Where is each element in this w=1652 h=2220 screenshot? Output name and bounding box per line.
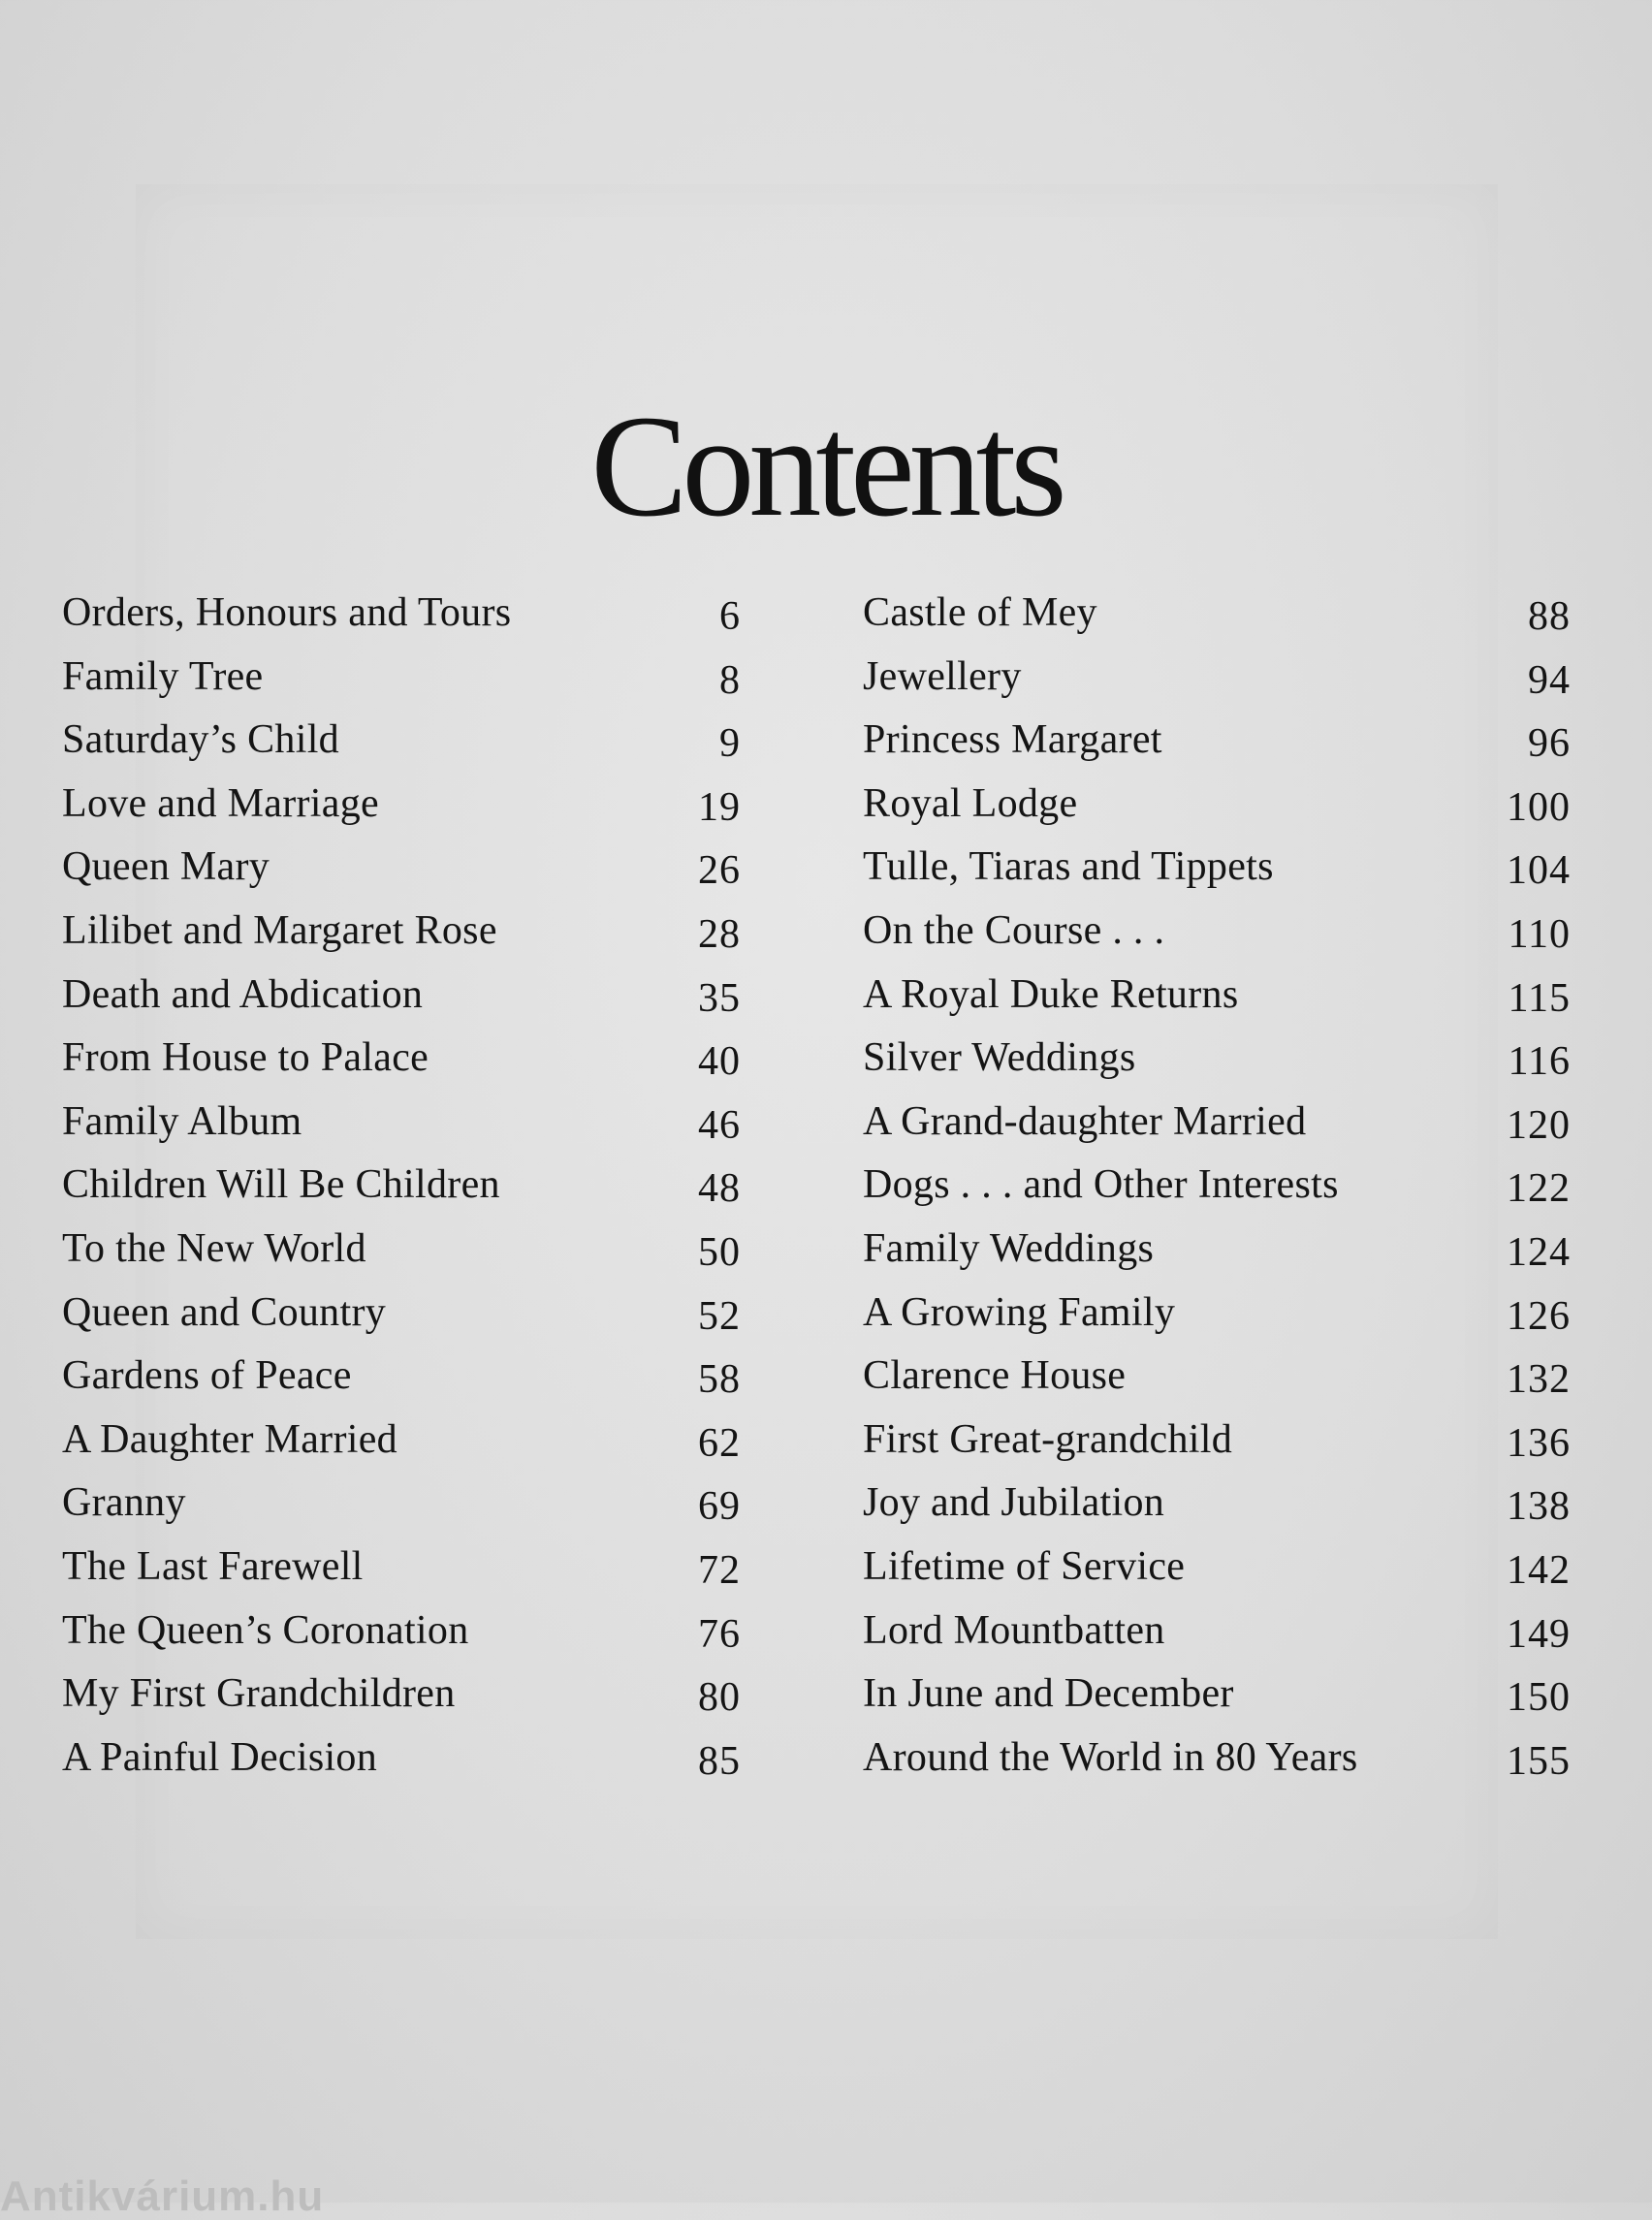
toc-entry xyxy=(62,836,741,900)
toc-entry-page-number: 96 xyxy=(1528,721,1571,767)
toc-entry xyxy=(863,1027,1571,1091)
toc-entry-page-number: 26 xyxy=(698,848,741,894)
toc-entry xyxy=(863,773,1571,837)
toc-entry-title: Dogs . . . and Other Interests xyxy=(863,1162,1339,1208)
toc-entry-title: First Great-grandchild xyxy=(863,1416,1232,1462)
toc-entry xyxy=(863,1663,1571,1727)
toc-entry-page-number: 94 xyxy=(1528,657,1571,703)
toc-entry-page-number: 100 xyxy=(1507,784,1571,830)
toc-entry-title: From House to Palace xyxy=(62,1035,429,1081)
toc-entry xyxy=(62,1409,741,1473)
toc-entry xyxy=(863,964,1571,1028)
toc-entry-title: Saturday’s Child xyxy=(62,717,339,763)
toc-entry-title: A Grand-daughter Married xyxy=(863,1098,1307,1144)
toc-entry-title: To the New World xyxy=(62,1225,366,1271)
toc-entry xyxy=(863,1727,1571,1791)
toc-entry-title: Orders, Honours and Tours xyxy=(62,590,512,635)
toc-entry-title: Lord Mountbatten xyxy=(863,1607,1165,1653)
toc-entry-page-number: 136 xyxy=(1507,1420,1571,1466)
toc-entry-page-number: 122 xyxy=(1507,1166,1571,1212)
toc-entry xyxy=(62,1282,741,1346)
watermark-text: Antikvárium.hu xyxy=(0,2172,325,2220)
toc-entry xyxy=(863,1600,1571,1664)
toc-entry-title: Lifetime of Service xyxy=(863,1543,1186,1589)
toc-entry-page-number: 149 xyxy=(1507,1611,1571,1657)
toc-entry-page-number: 142 xyxy=(1507,1547,1571,1593)
toc-entry-title: A Daughter Married xyxy=(62,1416,397,1462)
toc-entry-page-number: 110 xyxy=(1508,911,1571,957)
toc-entry xyxy=(863,709,1571,773)
toc-entry-page-number: 52 xyxy=(698,1293,741,1339)
toc-entry xyxy=(62,709,741,773)
toc-entry xyxy=(863,1345,1571,1409)
toc-entry-page-number: 58 xyxy=(698,1357,741,1403)
toc-entry-title: Clarence House xyxy=(863,1353,1127,1399)
toc-entry xyxy=(62,1600,741,1664)
toc-entry xyxy=(62,773,741,837)
toc-entry xyxy=(62,1218,741,1282)
toc-entry-page-number: 50 xyxy=(698,1229,741,1275)
toc-entry-page-number: 62 xyxy=(698,1420,741,1466)
toc-entry xyxy=(863,1154,1571,1218)
toc-entry-title: Children Will Be Children xyxy=(62,1162,500,1208)
toc-entry xyxy=(62,1536,741,1600)
toc-entry-title: Princess Margaret xyxy=(863,717,1162,763)
toc-entry-title: Family Weddings xyxy=(863,1225,1155,1271)
toc-entry-title: Queen Mary xyxy=(62,844,270,890)
toc-entry-page-number: 150 xyxy=(1507,1675,1571,1721)
toc-entry-title: Family Album xyxy=(62,1098,302,1144)
toc-entry-page-number: 155 xyxy=(1507,1738,1571,1784)
toc-entry xyxy=(62,1345,741,1409)
toc-entry-title: A Growing Family xyxy=(863,1289,1176,1335)
toc-entry xyxy=(62,900,741,964)
toc-entry-title: Family Tree xyxy=(62,653,264,699)
toc-entry-title: Joy and Jubilation xyxy=(863,1480,1165,1526)
toc-entry-title: Royal Lodge xyxy=(863,780,1078,826)
contents-left-column xyxy=(62,582,741,1790)
toc-entry xyxy=(62,1027,741,1091)
toc-entry-page-number: 19 xyxy=(698,784,741,830)
toc-entry-page-number: 104 xyxy=(1507,848,1571,894)
toc-entry-page-number: 138 xyxy=(1507,1484,1571,1530)
toc-entry-title: Castle of Mey xyxy=(863,590,1097,635)
toc-entry-title: On the Course . . . xyxy=(863,907,1165,953)
toc-entry-title: Love and Marriage xyxy=(62,780,379,826)
toc-entry-title: A Painful Decision xyxy=(62,1734,378,1780)
toc-entry xyxy=(62,646,741,710)
toc-entry-title: Around the World in 80 Years xyxy=(863,1734,1358,1780)
toc-entry xyxy=(62,1472,741,1536)
toc-entry-page-number: 124 xyxy=(1507,1229,1571,1275)
toc-entry xyxy=(863,900,1571,964)
toc-entry-page-number: 35 xyxy=(698,975,741,1021)
toc-entry xyxy=(863,1282,1571,1346)
toc-entry-page-number: 116 xyxy=(1508,1039,1571,1085)
toc-entry xyxy=(863,1472,1571,1536)
toc-entry-page-number: 40 xyxy=(698,1039,741,1085)
toc-entry-page-number: 88 xyxy=(1528,594,1571,639)
toc-entry-page-number: 115 xyxy=(1508,975,1571,1021)
toc-entry-page-number: 76 xyxy=(698,1611,741,1657)
toc-entry-page-number: 6 xyxy=(719,594,741,639)
toc-entry-page-number: 48 xyxy=(698,1166,741,1212)
toc-entry-page-number: 80 xyxy=(698,1675,741,1721)
toc-entry xyxy=(863,1409,1571,1473)
toc-entry-title: The Queen’s Coronation xyxy=(62,1607,469,1653)
toc-entry-title: In June and December xyxy=(863,1671,1234,1717)
toc-entry xyxy=(62,1727,741,1791)
toc-entry-title: A Royal Duke Returns xyxy=(863,971,1239,1017)
toc-entry-page-number: 9 xyxy=(719,721,741,767)
toc-entry xyxy=(863,1536,1571,1600)
toc-entry xyxy=(863,836,1571,900)
page-title: Contents xyxy=(590,385,1062,547)
toc-entry-title: Silver Weddings xyxy=(863,1035,1136,1081)
toc-entry-page-number: 120 xyxy=(1507,1102,1571,1148)
toc-entry xyxy=(863,1218,1571,1282)
toc-entry-title: My First Grandchildren xyxy=(62,1671,456,1717)
toc-entry-title: The Last Farewell xyxy=(62,1543,364,1589)
toc-entry xyxy=(62,582,741,646)
toc-entry-title: Tulle, Tiaras and Tippets xyxy=(863,844,1274,890)
toc-entry-title: Granny xyxy=(62,1480,186,1526)
toc-entry-page-number: 28 xyxy=(698,911,741,957)
toc-entry xyxy=(863,1091,1571,1155)
toc-entry-page-number: 8 xyxy=(719,657,741,703)
toc-entry xyxy=(62,1663,741,1727)
toc-entry-page-number: 85 xyxy=(698,1738,741,1784)
toc-entry xyxy=(62,964,741,1028)
toc-entry xyxy=(62,1091,741,1155)
toc-entry xyxy=(863,582,1571,646)
toc-entry-page-number: 126 xyxy=(1507,1293,1571,1339)
toc-entry-title: Lilibet and Margaret Rose xyxy=(62,907,497,953)
toc-entry-title: Jewellery xyxy=(863,653,1022,699)
toc-entry-title: Gardens of Peace xyxy=(62,1353,352,1399)
toc-entry xyxy=(62,1154,741,1218)
toc-entry-page-number: 46 xyxy=(698,1102,741,1148)
toc-entry-page-number: 72 xyxy=(698,1547,741,1593)
toc-entry-title: Queen and Country xyxy=(62,1289,387,1335)
toc-entry-page-number: 69 xyxy=(698,1484,741,1530)
toc-entry-page-number: 132 xyxy=(1507,1357,1571,1403)
toc-entry xyxy=(863,646,1571,710)
toc-entry-title: Death and Abdication xyxy=(62,971,424,1017)
contents-right-column xyxy=(863,582,1571,1790)
